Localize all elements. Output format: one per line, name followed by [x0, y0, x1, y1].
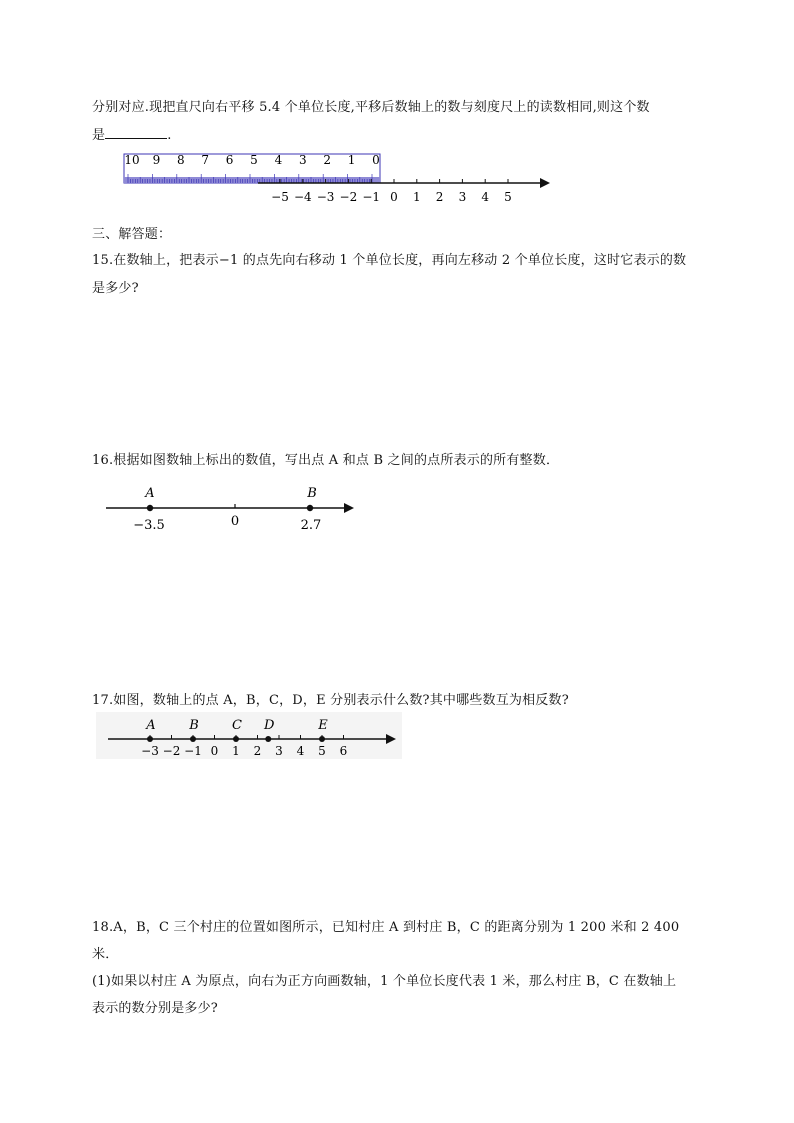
q17-tick-label: 2 [253, 744, 262, 758]
section-title: 三、解答题： [92, 227, 172, 242]
q17-label-c: C [232, 718, 242, 733]
ruler-label: 4 [274, 153, 283, 167]
q17-tick-label: 6 [339, 744, 348, 758]
ruler-label: 2 [323, 153, 332, 167]
q17-label-a: A [146, 718, 156, 733]
q17-tick-label: 4 [296, 744, 305, 758]
q17-tick-label: 3 [275, 744, 283, 758]
axis-arrow [540, 178, 550, 188]
ruler-label: 5 [250, 153, 258, 167]
q17-label-e: E [318, 718, 328, 733]
q18-text-line3: (1)如果以村庄 A 为原点，向右为正方向画数轴，1 个单位长度代表 1 米，那么村庄 B，C 在数轴上 [92, 974, 677, 989]
q16-point-b [307, 505, 313, 511]
ruler-label: 3 [298, 153, 307, 167]
q16-label-a: A [145, 486, 155, 501]
q17-tick-label: 1 [232, 744, 240, 758]
axis-tick-label: −2 [339, 190, 358, 204]
q17-point-d [265, 736, 271, 742]
ruler-label: 7 [201, 153, 210, 167]
axis-tick-label: 1 [412, 190, 421, 204]
axis-tick-label: −1 [362, 190, 381, 204]
q14-text-line2 [92, 124, 172, 143]
q14-line2-prefix: 是 [92, 128, 106, 143]
q17-tick-label: −2 [162, 744, 181, 758]
axis-tick-label: −5 [271, 190, 289, 204]
axis-tick-label: 2 [435, 190, 444, 204]
axis-tick-label: −4 [293, 190, 312, 204]
q17-tick-label: 5 [318, 744, 326, 758]
q17-point-b [190, 736, 196, 742]
q16-number-line-figure [100, 484, 370, 544]
q17-label-b: B [189, 718, 199, 733]
q18-text-line4: 表示的数分别是多少? [92, 1001, 218, 1016]
q17-point-c [233, 736, 239, 742]
q17-tick-label: −3 [141, 744, 159, 758]
q18-text-line2: 米． [92, 947, 119, 962]
q16-label-b: B [307, 486, 317, 501]
q14-line2-suffix: . [167, 128, 172, 143]
axis-tick-label: 5 [504, 190, 512, 204]
ruler-label: 9 [152, 153, 161, 167]
q16-axis-arrow [344, 503, 354, 513]
q15-text-line2: 是多少? [92, 281, 139, 296]
answer-blank [105, 126, 167, 139]
q17-point-e [319, 736, 325, 742]
q16-value-origin: 0 [230, 514, 240, 529]
q17-tick-label: 0 [210, 744, 219, 758]
ruler-label: 1 [347, 153, 356, 167]
axis-tick-label: 3 [458, 190, 467, 204]
q15-text-line1: 15.在数轴上，把表示−1 的点先向右移动 1 个单位长度，再向左移动 2 个单位长度，这时它表示的数 [92, 253, 687, 268]
ruler-label: 8 [176, 153, 185, 167]
q17-label-d: D [264, 718, 275, 733]
q17-point-a [147, 736, 153, 742]
axis-tick-label: −3 [316, 190, 335, 204]
ruler-label: 10 [124, 153, 140, 167]
q14-text-line1: 分别对应.现把直尺向右平移 5.4 个单位长度,平移后数轴上的数与刻度尺上的读数相同,则这个数 [92, 100, 650, 115]
q16-point-a [147, 505, 153, 511]
q17-text: 17.如图，数轴上的点 A，B，C，D，E 分别表示什么数?其中哪些数互为相反数? [92, 693, 569, 708]
ruler-number-line-figure [110, 150, 570, 210]
axis-tick-label: 0 [390, 190, 398, 204]
ruler-label: 0 [372, 153, 380, 167]
q18-text-line1: 18.A，B，C 三个村庄的位置如图所示，已知村庄 A 到村庄 B，C 的距离分别为 1 200 米和 2 400 [92, 920, 680, 935]
q16-text: 16.根据如图数轴上标出的数值，写出点 A 和点 B 之间的点所表示的所有整数． [92, 453, 560, 468]
q16-value-b: 2.7 [300, 518, 322, 533]
q17-number-line-figure [96, 712, 416, 762]
axis-tick-label: 4 [481, 190, 490, 204]
ruler-label: 6 [225, 153, 234, 167]
q16-value-a: −3.5 [133, 518, 165, 533]
q17-tick-label: −1 [184, 744, 202, 758]
